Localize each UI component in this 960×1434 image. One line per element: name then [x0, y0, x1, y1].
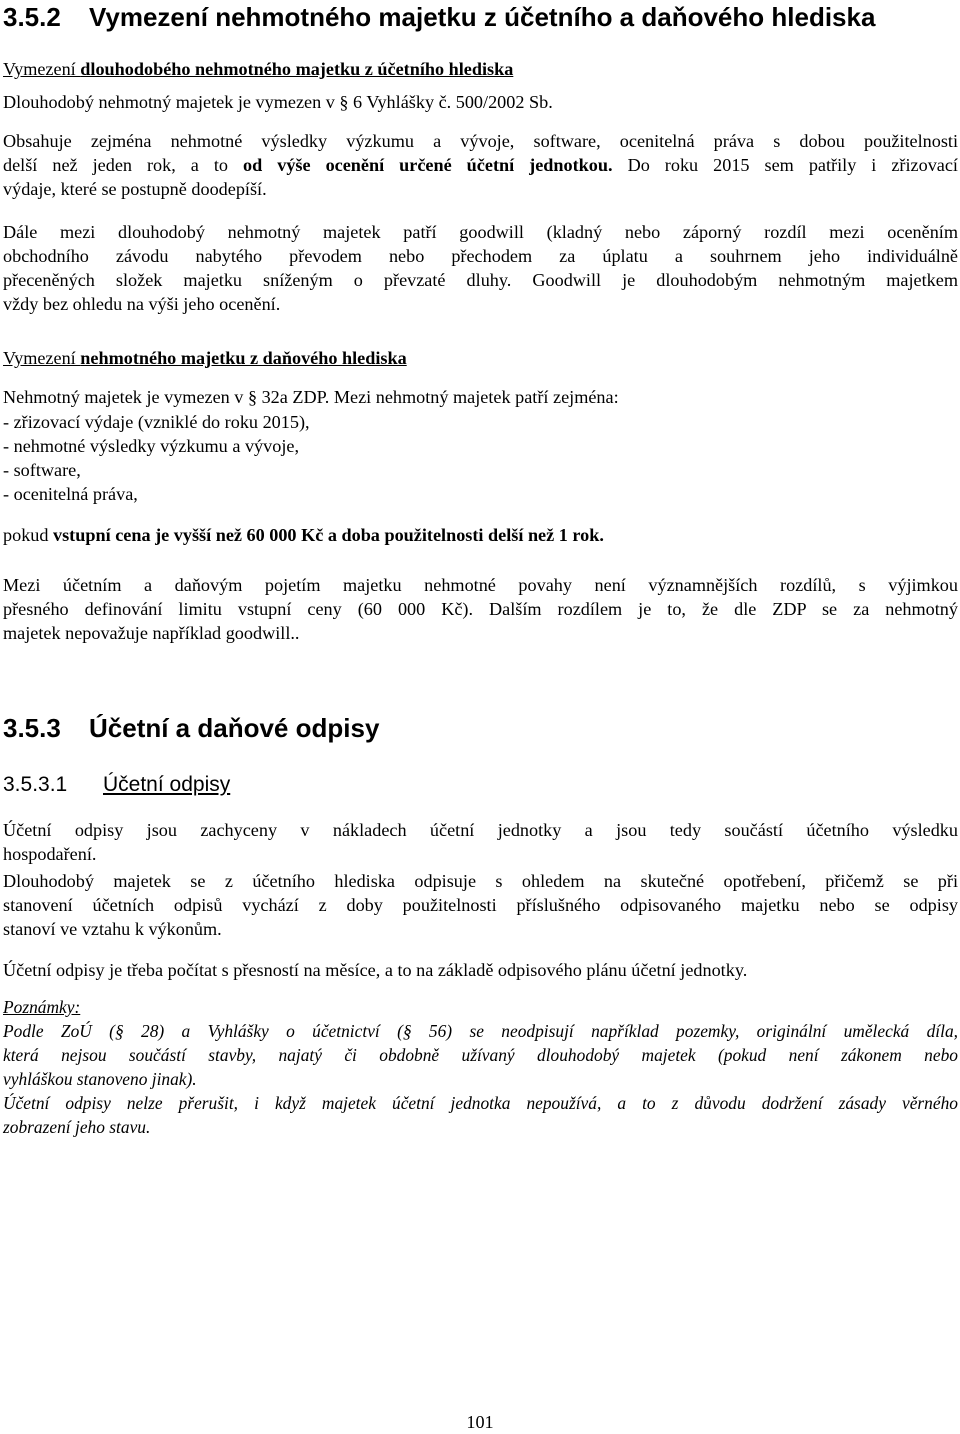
section-heading-3-5-3 [3, 713, 958, 743]
section-title: Vymezení nehmotného majetku z účetního a daňového hlediska [89, 2, 876, 32]
section-title: Účetní a daňové odpisy [89, 713, 380, 743]
notes-block [3, 995, 958, 1139]
paragraph-line: majetek nepovažuje například goodwill.. [3, 623, 300, 643]
note-line: Účetní odpisy nelze přerušit, i když majetek účetní jednotka nepoužívá, a to z důvodu dodržení zásady věrného [3, 1093, 958, 1113]
subheading-prefix: Vymezení [3, 59, 81, 79]
paragraph-line: Obsahuje zejména nehmotné výsledky výzkumu a vývoje, software, ocenitelná práva s dobou použitelnosti [3, 131, 958, 151]
note-line: Podle ZoÚ (§ 28) a Vyhlášky o účetnictví (§ 56) se neodpisují například pozemky, originální umělecká díla, [3, 1021, 958, 1041]
notes-label: Poznámky: [3, 997, 81, 1017]
depreciation-paragraph-2 [3, 869, 958, 941]
section-heading-3-5-2 [3, 2, 958, 32]
tax-items-list [3, 410, 958, 506]
note-line: která nejsou součástí stavby, najatý či obdobně užívaný dlouhodobý majetek (pokud není zákonem nebo [3, 1045, 958, 1065]
paragraph-line: hospodaření. [3, 844, 97, 864]
section-title: Účetní odpisy [103, 773, 231, 796]
subheading-prefix: Vymezení [3, 348, 81, 368]
bold-span: vstupní cena je vyšší než 60 000 Kč a doba použitelnosti delší než 1 rok. [53, 525, 604, 545]
list-item: - ocenitelná práva, [3, 484, 138, 504]
paragraph-line: stanovení účetních odpisů vychází z doby použitelnosti příslušného odpisovaného majetku nebo se odpisy [3, 895, 958, 915]
text-span: delší než jeden rok, a to [3, 155, 244, 175]
paragraph-line: přeceněných složek majetku sníženým o převzaté dluhy. Goodwill je dlouhodobým nehmotným majetkem [3, 270, 958, 290]
subheading-bold: nehmotného majetku z daňového hlediska [80, 348, 407, 368]
page-number: 101 [466, 1412, 494, 1432]
accounting-defined-line: Dlouhodobý nehmotný majetek je vymezen v § 6 Vyhlášky č. 500/2002 Sb. [3, 92, 553, 112]
paragraph-line [3, 153, 958, 177]
paragraph-line: obchodního závodu nabytého převodem nebo přechodem za úplatu a souhrnem jeho individuálně [3, 246, 958, 266]
subheading-bold: dlouhodobého nehmotného majetku z účetního hlediska [80, 59, 514, 79]
note-line: zobrazení jeho stavu. [3, 1117, 151, 1137]
section-heading-3-5-3-1 [3, 772, 958, 798]
paragraph-line: stanoví ve vztahu k výkonům. [3, 919, 222, 939]
subheading-tax [3, 346, 958, 370]
section-number: 3.5.3 [3, 713, 61, 743]
paragraph-line: Dlouhodobý majetek se z účetního hlediska odpisuje s ohledem na skutečné opotřebení, přičemž se při [3, 871, 958, 891]
text-span: Do roku 2015 sem patřily i zřizovací [612, 155, 958, 175]
paragraph-line: Dále mezi dlouhodobý nehmotný majetek patří goodwill (kladný nebo záporný rozdíl mezi oceněním [3, 222, 958, 242]
depreciation-paragraph-3: Účetní odpisy je třeba počítat s přesností na měsíce, a to na základě odpisového plánu účetní jednotky. [3, 960, 748, 980]
paragraph-line: vždy bez ohledu na výši jeho ocenění. [3, 294, 281, 314]
text-span: pokud [3, 525, 54, 545]
list-item: - nehmotné výsledky výzkumu a vývoje, [3, 436, 299, 456]
subheading-accounting [3, 57, 958, 81]
bold-span: od výše ocenění určené účetní jednotkou. [243, 155, 613, 175]
section-number: 3.5.3.1 [3, 773, 68, 796]
depreciation-paragraph-1 [3, 818, 958, 866]
difference-paragraph [3, 573, 958, 645]
list-item: - software, [3, 460, 81, 480]
tax-condition-line [3, 523, 958, 547]
list-item: - zřizovací výdaje (vzniklé do roku 2015), [3, 412, 310, 432]
paragraph-line: Účetní odpisy jsou zachyceny v nákladech účetní jednotky a jsou tedy součástí účetního výsledku [3, 820, 958, 840]
note-line: vyhláškou stanoveno jinak). [3, 1069, 197, 1089]
goodwill-paragraph [3, 220, 958, 316]
tax-defined-line: Nehmotný majetek je vymezen v § 32a ZDP. Mezi nehmotný majetek patří zejména: [3, 387, 619, 407]
section-number: 3.5.2 [3, 2, 61, 32]
paragraph-line: přesného definování limitu vstupní ceny (60 000 Kč). Dalším rozdílem je to, že dle ZDP se za nehmotný [3, 599, 958, 619]
paragraph-line: výdaje, které se postupně doodepíší. [3, 179, 267, 199]
accounting-contains-paragraph [3, 129, 958, 201]
paragraph-line: Mezi účetním a daňovým pojetím majetku nehmotné povahy není významnějších rozdílů, s výjimkou [3, 575, 958, 595]
